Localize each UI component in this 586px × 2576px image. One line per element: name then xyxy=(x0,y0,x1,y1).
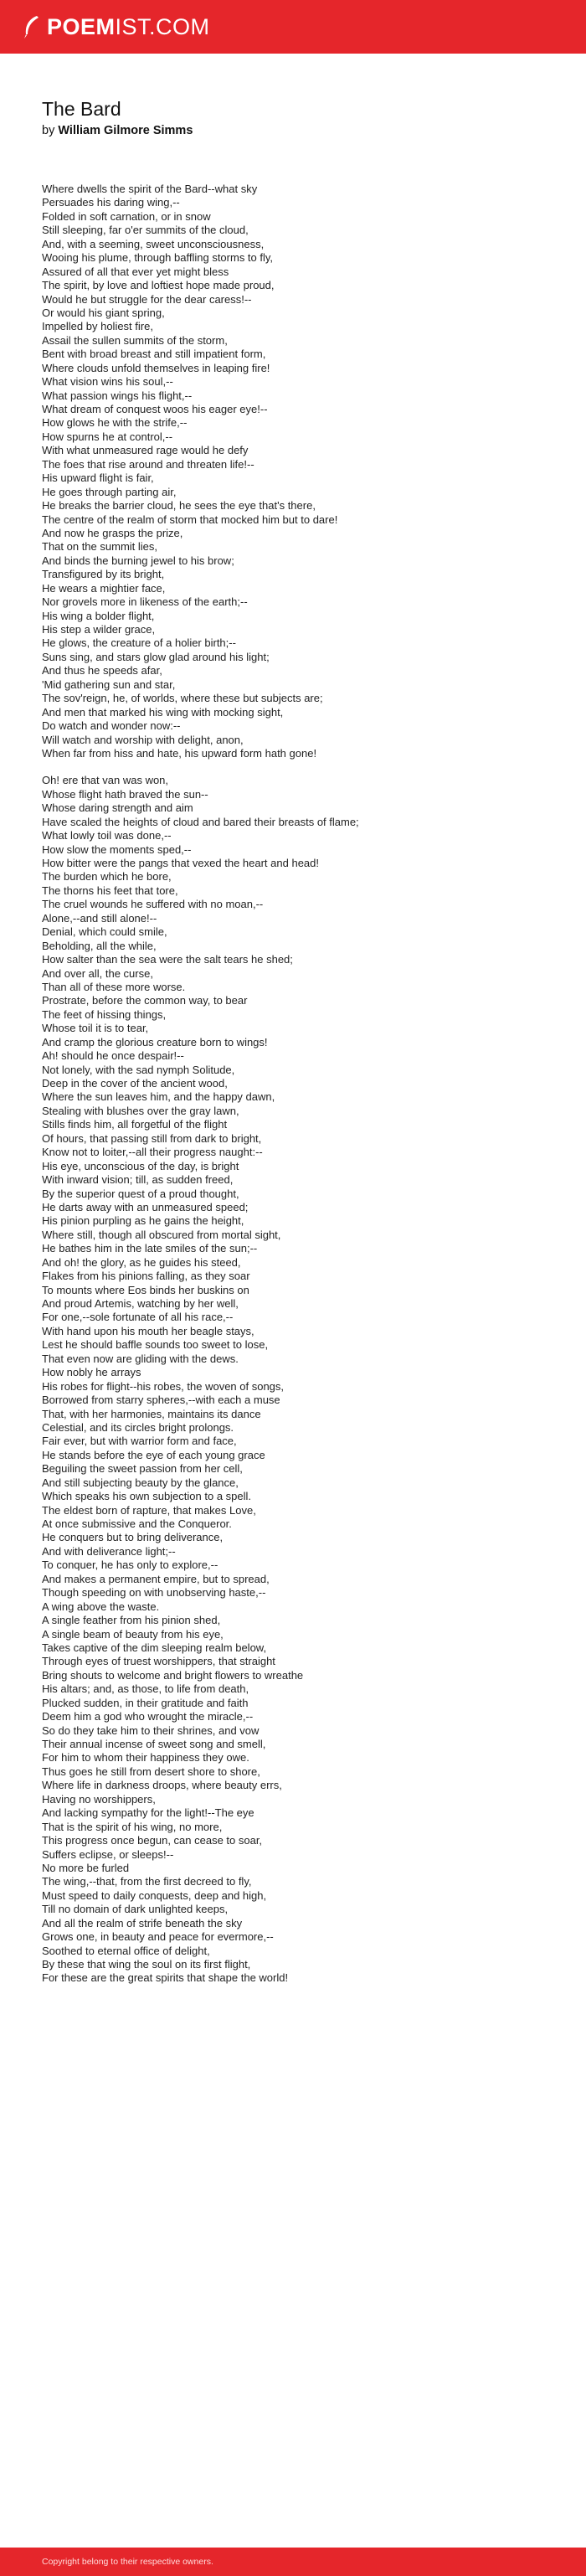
poem-line: Impelled by holiest fire, xyxy=(42,320,153,333)
poem-line: The eldest born of rapture, that makes Love, xyxy=(42,1503,256,1517)
poem-line: Of hours, that passing still from dark to bright, xyxy=(42,1131,262,1145)
stanza xyxy=(42,774,561,1986)
poem-line: No more be furled xyxy=(42,1861,130,1874)
poem-line: How spurns he at control,-- xyxy=(42,430,173,443)
poem-line: Denial, which could smile, xyxy=(42,925,167,939)
poem-line: Will watch and worship with delight, anon, xyxy=(42,733,244,746)
poem-line: And lacking sympathy for the light!--The eye xyxy=(42,1806,254,1820)
logo-light-text: IST.COM xyxy=(115,14,210,39)
poem-line: This progress once begun, can cease to soar, xyxy=(42,1834,263,1847)
poem-line: Borrowed from starry spheres,--with each a muse xyxy=(42,1394,280,1407)
poem-line: Bring shouts to welcome and bright flowers to wreathe xyxy=(42,1668,304,1682)
poem-line: Whose toil it is to tear, xyxy=(42,1022,149,1035)
poem-line: And thus he speeds afar, xyxy=(42,664,162,677)
poem-line: How slow the moments sped,-- xyxy=(42,842,192,856)
poem-line: Folded in soft carnation, or in snow xyxy=(42,209,211,223)
poem-line: He darts away with an unmeasured speed; xyxy=(42,1200,249,1213)
poem-body xyxy=(42,183,561,1986)
poem-line: When far from hiss and hate, his upward form hath gone! xyxy=(42,746,317,760)
poem-line: What dream of conquest woos his eager eye!-- xyxy=(42,403,268,415)
poem-line: Prostrate, before the common way, to bear xyxy=(42,994,248,1007)
poem-line: Beholding, all the while, xyxy=(42,939,157,952)
poem-line: What vision wins his soul,-- xyxy=(42,375,173,389)
poem-line: Than all of these more worse. xyxy=(42,980,186,993)
poem-line: And all the realm of strife beneath the sky xyxy=(42,1916,243,1929)
poem-line: Where still, though all obscured from mortal sight, xyxy=(42,1228,281,1241)
poem-line: Where dwells the spirit of the Bard--what sky xyxy=(42,183,258,195)
poem-line: He bathes him in the late smiles of the sun;-- xyxy=(42,1242,258,1255)
poem-line: His altars; and, as those, to life from death, xyxy=(42,1682,249,1696)
poem-line: Bent with broad breast and still impatient form, xyxy=(42,348,266,361)
site-footer xyxy=(0,2548,586,2576)
poem-line: The foes that rise around and threaten life!-- xyxy=(42,457,254,471)
poem-line: And binds the burning jewel to his brow; xyxy=(42,554,234,567)
poem-byline xyxy=(42,122,193,139)
poem-line: Stealing with blushes over the gray lawn, xyxy=(42,1104,239,1117)
poem-line: By these that wing the soul on its first flight, xyxy=(42,1958,251,1971)
poem-line: The wing,--that, from the first decreed to fly, xyxy=(42,1875,252,1888)
poem-line: He wears a mightier face, xyxy=(42,581,166,595)
poem-line: Fair ever, but with warrior form and face, xyxy=(42,1435,237,1448)
poem-line: At once submissive and the Conqueror. xyxy=(42,1517,232,1530)
logo-bold-text: POEM xyxy=(47,14,116,39)
poem-line: Oh! ere that van was won, xyxy=(42,774,169,787)
stanza xyxy=(42,183,561,760)
poem-line: Takes captive of the dim sleeping realm below, xyxy=(42,1641,267,1654)
poem-line: His step a wilder grace, xyxy=(42,623,156,636)
poem-line: The cruel wounds he suffered with no moan,-- xyxy=(42,898,264,911)
poem-line: That, with her harmonies, maintains its dance xyxy=(42,1407,261,1420)
poem-line: Thus goes he still from desert shore to shore, xyxy=(42,1765,260,1778)
poem-line: He goes through parting air, xyxy=(42,485,177,498)
poem-line: Have scaled the heights of cloud and bared their breasts of flame; xyxy=(42,815,359,828)
poem-line: With hand upon his mouth her beagle stays, xyxy=(42,1324,254,1337)
poem-line: Do watch and wonder now:-- xyxy=(42,719,181,733)
poem-line: And cramp the glorious creature born to wings! xyxy=(42,1035,268,1048)
site-logo[interactable] xyxy=(20,12,210,42)
poem-line: Celestial, and its circles bright prolongs. xyxy=(42,1420,234,1434)
poem-line: Soothed to eternal office of delight, xyxy=(42,1944,210,1957)
poem-line: Beguiling the sweet passion from her cell, xyxy=(42,1462,243,1476)
poem-line: Lest he should baffle sounds too sweet to lose, xyxy=(42,1338,269,1352)
poem-line: And men that marked his wing with mocking sight, xyxy=(42,705,284,719)
poem-line: And oh! the glory, as he guides his steed, xyxy=(42,1255,241,1269)
poem-line: Where the sun leaves him, and the happy dawn, xyxy=(42,1090,275,1104)
poem-line: Which speaks his own subjection to a spell. xyxy=(42,1490,252,1503)
poem-line: For one,--sole fortunate of all his race,-- xyxy=(42,1311,234,1324)
byline-prefix: by xyxy=(42,124,55,137)
poem-line: The burden which he bore, xyxy=(42,870,172,884)
poem-line: Know not to loiter,--all their progress naught:-- xyxy=(42,1146,263,1159)
poem-line: To conquer, he has only to explore,-- xyxy=(42,1558,218,1572)
poem-author-link[interactable]: William Gilmore Simms xyxy=(58,124,193,137)
poem-line: Not lonely, with the sad nymph Solitude, xyxy=(42,1063,235,1076)
stanza-gap xyxy=(42,760,561,774)
poem-line: How glows he with the strife,-- xyxy=(42,416,188,430)
poem-line: Whose flight hath braved the sun-- xyxy=(42,787,208,801)
poem-line: Plucked sudden, in their gratitude and faith xyxy=(42,1696,249,1709)
poem-line: With inward vision; till, as sudden freed, xyxy=(42,1173,234,1187)
poem-line: Or would his giant spring, xyxy=(42,306,165,319)
poem-line: And, with a seeming, sweet unconsciousness, xyxy=(42,237,265,250)
poem-line: That even now are gliding with the dews. xyxy=(42,1352,239,1365)
poem-line: The sov'reign, he, of worlds, where these but subjects are; xyxy=(42,692,323,705)
poem-line: Though speeding on with unobserving haste,-- xyxy=(42,1586,266,1600)
poem-line: What passion wings his flight,-- xyxy=(42,389,193,402)
poem-line: The thorns his feet that tore, xyxy=(42,884,178,897)
poem-line: Flakes from his pinions falling, as they soar xyxy=(42,1270,250,1283)
poem-line: Where life in darkness droops, where beauty errs, xyxy=(42,1779,282,1792)
poem-line: How bitter were the pangs that vexed the heart and head! xyxy=(42,857,319,869)
poem-line: Still sleeping, far o'er summits of the cloud, xyxy=(42,224,249,237)
poem-line: And over all, the curse, xyxy=(42,966,153,980)
poem-line: And makes a permanent empire, but to spread, xyxy=(42,1572,270,1585)
poem-line: And proud Artemis, watching by her well, xyxy=(42,1297,239,1310)
poem-line: Would he but struggle for the dear caress!-- xyxy=(42,292,252,306)
poem-line: He stands before the eye of each young grace xyxy=(42,1448,265,1461)
poem-line: He breaks the barrier cloud, he sees the eye that's there, xyxy=(42,499,316,513)
site-logo-text xyxy=(47,12,210,42)
poem-line: How salter than the sea were the salt tears he shed; xyxy=(42,953,293,966)
poem-line: The centre of the realm of storm that mocked him but to dare! xyxy=(42,513,338,526)
poem-line: A single feather from his pinion shed, xyxy=(42,1614,221,1627)
poem-line: For these are the great spirits that shape the world! xyxy=(42,1971,289,1985)
poem-line: For him to whom their happiness they owe. xyxy=(42,1751,249,1765)
poem-line: Through eyes of truest worshippers, that straight xyxy=(42,1655,275,1668)
poem-line: And still subjecting beauty by the glance, xyxy=(42,1476,239,1489)
poem-line: And with deliverance light;-- xyxy=(42,1544,176,1558)
poem-line: His robes for flight--his robes, the woven of songs, xyxy=(42,1379,285,1393)
poem-line: So do they take him to their shrines, and vow xyxy=(42,1723,260,1737)
poem-line: Stills finds him, all forgetful of the flight xyxy=(42,1118,228,1131)
poem-line: Whose daring strength and aim xyxy=(42,801,193,815)
poem-line: Alone,--and still alone!-- xyxy=(42,911,157,925)
poem-title: The Bard xyxy=(42,98,121,120)
poem-line: Where clouds unfold themselves in leaping fire! xyxy=(42,361,270,374)
poem-line: With what unmeasured rage would he defy xyxy=(42,444,249,457)
poem-line: 'Mid gathering sun and star, xyxy=(42,677,176,691)
poem-line: His eye, unconscious of the day, is bright xyxy=(42,1159,239,1172)
poem-line: Assail the sullen summits of the storm, xyxy=(42,333,228,347)
poem-line: Persuades his daring wing,-- xyxy=(42,196,180,209)
poem-line: He conquers but to bring deliverance, xyxy=(42,1531,224,1544)
poem-line: And now he grasps the prize, xyxy=(42,526,183,539)
poem-line: The feet of hissing things, xyxy=(42,1007,167,1021)
poem-line: How nobly he arrays xyxy=(42,1366,141,1379)
poem-line: Transfigured by its bright, xyxy=(42,568,165,581)
poem-line: A wing above the waste. xyxy=(42,1600,160,1613)
poem-line: Having no worshippers, xyxy=(42,1792,156,1806)
site-header xyxy=(0,0,586,54)
poem-line: To mounts where Eos binds her buskins on xyxy=(42,1283,249,1296)
poem-line: He glows, the creature of a holier birth;-- xyxy=(42,636,236,650)
poem-line: Suffers eclipse, or sleeps!-- xyxy=(42,1847,174,1861)
poem-line: A single beam of beauty from his eye, xyxy=(42,1627,224,1641)
poem-line: Deem him a god who wrought the miracle,-- xyxy=(42,1710,254,1723)
poem-line: Deep in the cover of the ancient wood, xyxy=(42,1077,228,1090)
poem-line: What lowly toil was done,-- xyxy=(42,829,172,842)
poem-line: Their annual incense of sweet song and smell, xyxy=(42,1738,266,1750)
quill-pen-icon xyxy=(20,14,42,39)
poem-line: His pinion purpling as he gains the height, xyxy=(42,1214,244,1228)
poem-line: Suns sing, and stars glow glad around his light; xyxy=(42,650,270,663)
poem-line: Nor grovels more in likeness of the earth;-- xyxy=(42,595,248,609)
poem-line: That is the spirit of his wing, no more, xyxy=(42,1820,223,1833)
poem-line: Must speed to daily conquests, deep and high, xyxy=(42,1888,267,1902)
poem-line: Ah! should he once despair!-- xyxy=(42,1049,184,1063)
poem-line: The spirit, by love and loftiest hope made proud, xyxy=(42,279,275,292)
footer-copyright: Copyright belong to their respective owners. xyxy=(42,2557,213,2567)
poem-line: Till no domain of dark unlighted keeps, xyxy=(42,1903,229,1916)
poem-line: That on the summit lies, xyxy=(42,540,157,554)
poem-line: His wing a bolder flight, xyxy=(42,609,155,622)
poem-line: By the superior quest of a proud thought, xyxy=(42,1187,239,1200)
poem-line: Grows one, in beauty and peace for evermore,-- xyxy=(42,1930,274,1944)
poem-line: Assured of all that ever yet might bless xyxy=(42,265,229,278)
poem-line: Wooing his plume, through baffling storms to fly, xyxy=(42,251,274,265)
poem-line: His upward flight is fair, xyxy=(42,471,154,485)
